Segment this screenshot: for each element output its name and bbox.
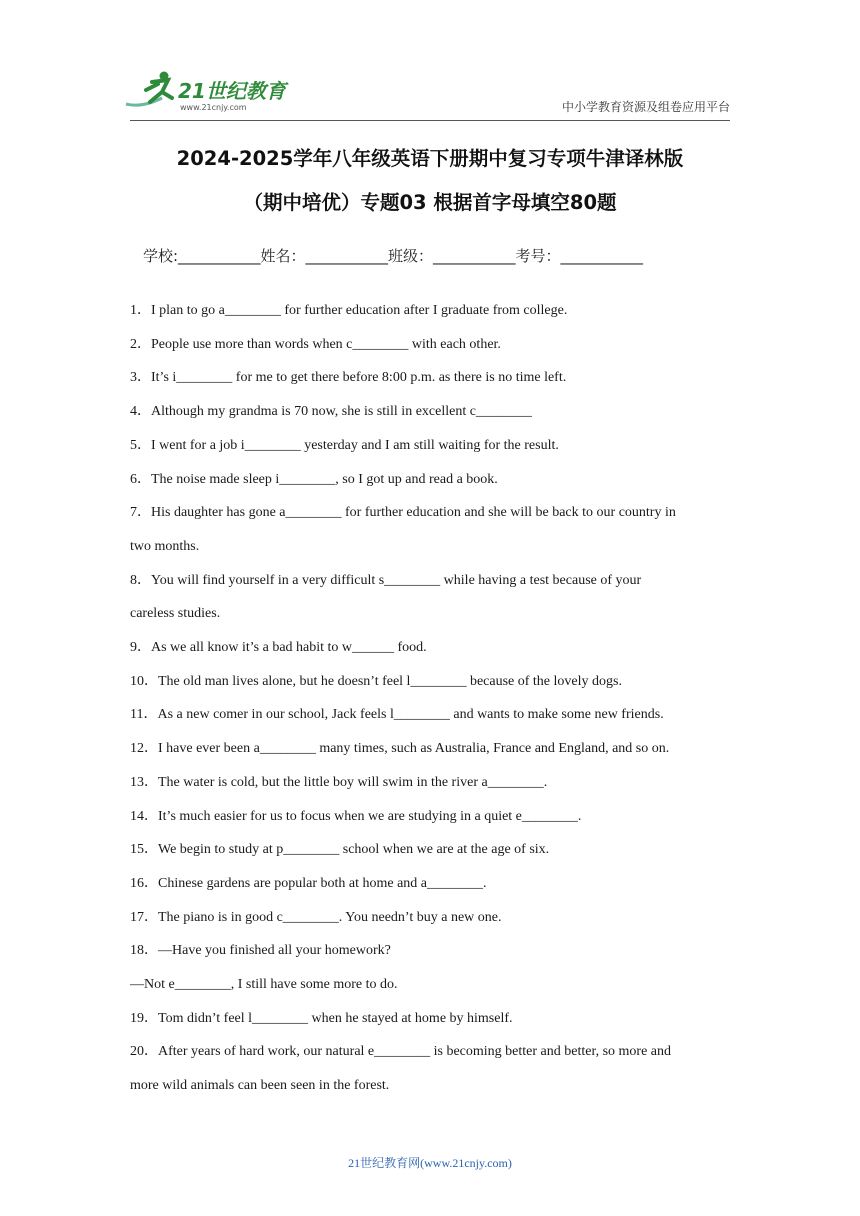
question-line: —Not e________, I still have some more to do. [130,977,398,993]
question-line: 17．The piano is in good c________. You needn’t buy a new one. [130,909,502,925]
question-line: 13．The water is cold, but the little boy will swim in the river a________. [130,774,548,790]
question-line: 19．Tom didn’t feel l________ when he stayed at home by himself. [130,1010,513,1026]
question-line: 6．The noise made sleep i________, so I got up and read a book. [130,471,498,487]
header-divider [130,120,730,121]
question-line: 4．Although my grandma is 70 now, she is still in excellent c________ [130,404,532,420]
question-line: 9．As we all know it’s a bad habit to w______ food. [130,640,427,656]
logo-url: www.21cnjy.com [180,103,247,112]
question-line: careless studies. [130,606,221,622]
question-line: 16．Chinese gardens are popular both at home and a________. [130,875,487,891]
question-line: 12．I have ever been a________ many times, such as Australia, France and England, and so on. [130,741,670,757]
page-title-line1: 2024-2025学年八年级英语下册期中复习专项牛津译林版 [176,147,684,170]
question-line: 10．The old man lives alone, but he doesn’t feel l________ because of the lovely dogs. [130,673,622,689]
question-line: 7．His daughter has gone a________ for further education and she will be back to our country in [130,505,676,521]
question-line: two months. [130,538,200,554]
page-title-line2: （期中培优）专题03 根据首字母填空80题 [243,191,617,214]
student-info-fields: 学校:___________姓名：___________班级：___________考号：___________ [143,247,644,265]
logo-runner-icon [122,68,292,114]
footer-link[interactable]: 21世纪教育网(www.21cnjy.com) [348,1156,512,1170]
question-line: 14．It’s much easier for us to focus when we are studying in a quiet e________. [130,808,582,824]
question-line: more wild animals can been seen in the forest. [130,1078,390,1094]
question-line: 2．People use more than words when c________ with each other. [130,336,501,352]
question-line: 1．I plan to go a________ for further education after I graduate from college. [130,303,568,318]
question-line: 3．It’s i________ for me to get there before 8:00 p.m. as there is no time left. [130,370,567,386]
question-line: 5．I went for a job i________ yesterday and I am still waiting for the result. [130,437,559,453]
question-line: 11．As a new comer in our school, Jack feels l________ and wants to make some new friends. [130,707,664,723]
logo-title: 21世纪教育 [178,79,286,103]
question-list [130,294,730,1103]
question-line: 20．After years of hard work, our natural e________ is becoming better and better, so more and [130,1044,671,1060]
question-line: 8．You will find yourself in a very difficult s________ while having a test because of your [130,572,642,588]
question-line: 18．—Have you finished all your homework? [130,943,391,959]
question-line: 15．We begin to study at p________ school when we are at the age of six. [130,842,550,858]
logo [122,68,292,114]
platform-name: 中小学教育资源及组卷应用平台 [561,100,730,114]
